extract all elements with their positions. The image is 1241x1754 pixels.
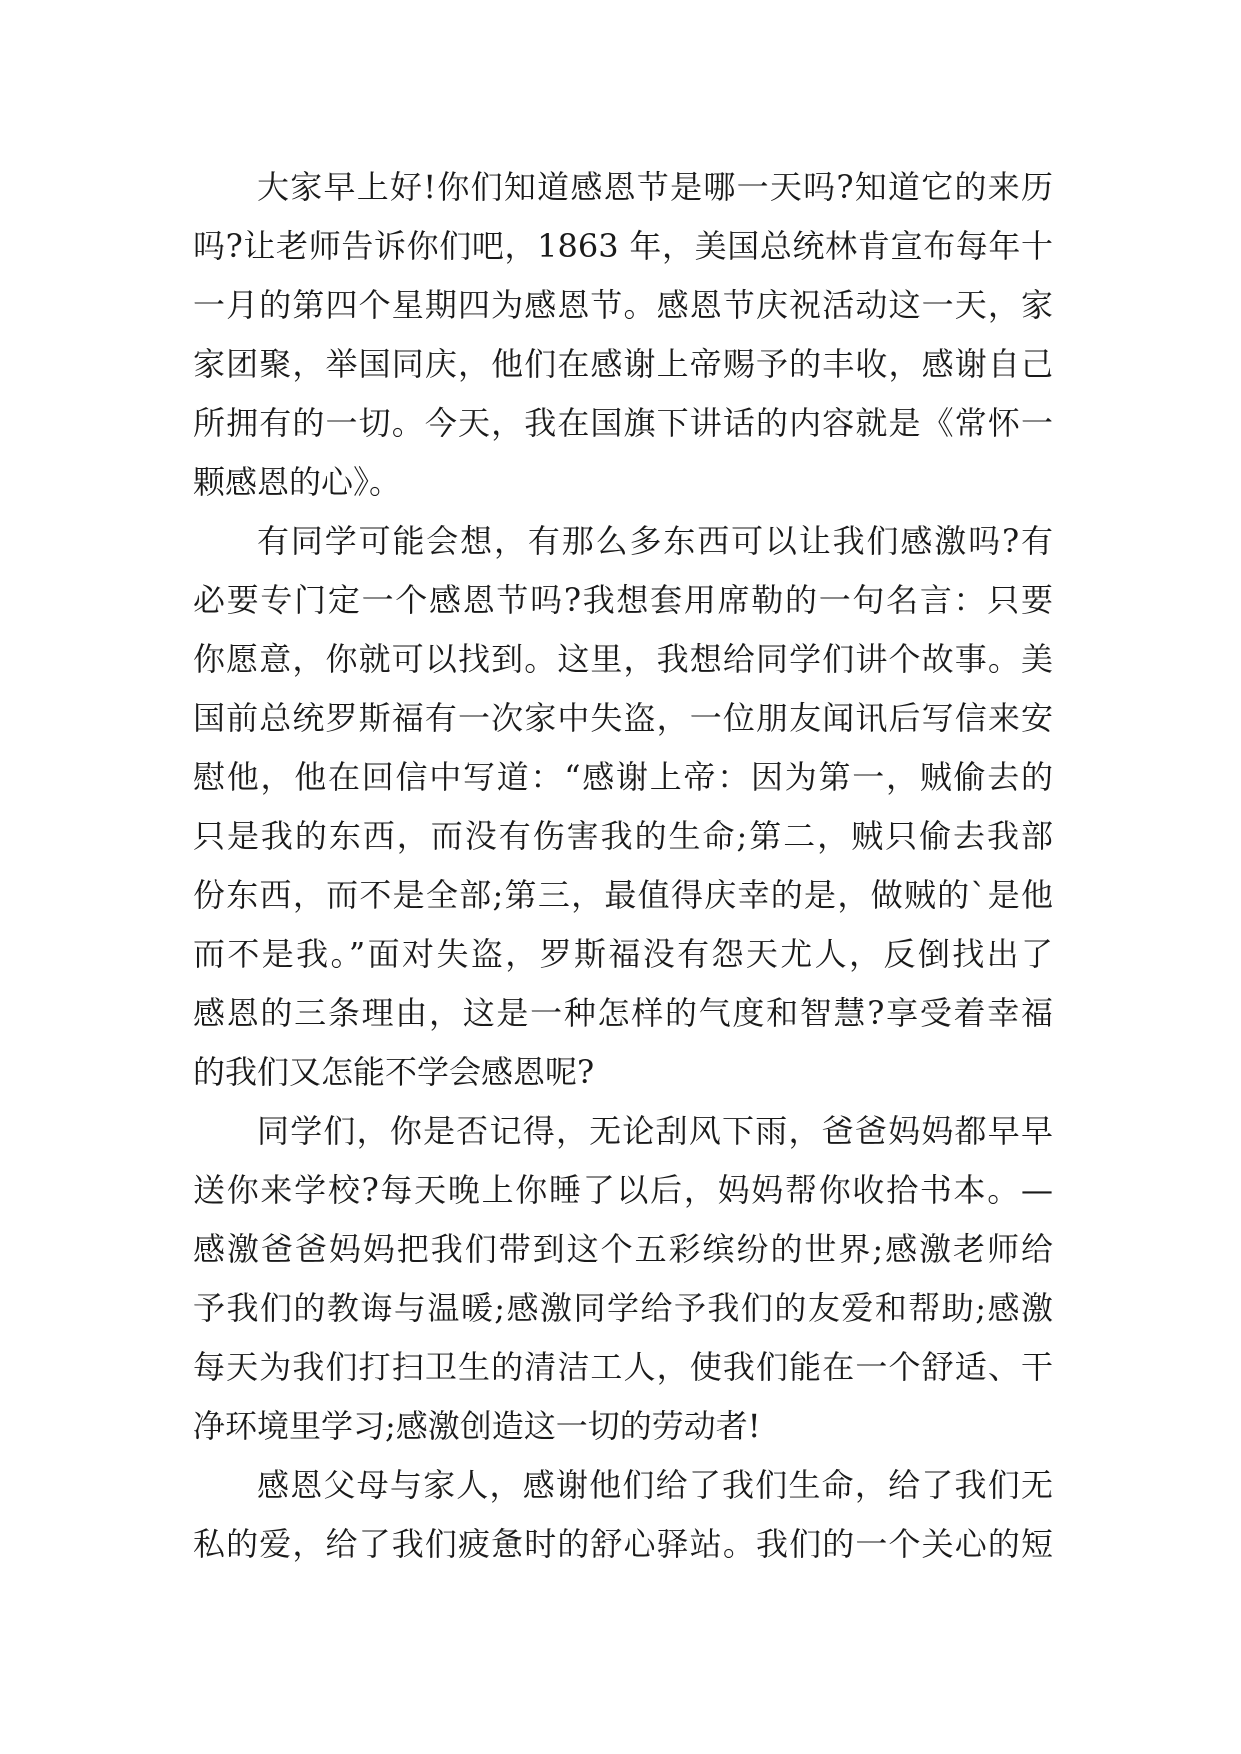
text-line: 一月的第四个星期四为感恩节。感恩节庆祝活动这一天，家 [193,286,1053,324]
text-line: 感激爸爸妈妈把我们带到这个五彩缤纷的世界;感激老师给 [193,1230,1053,1268]
text-line: 你愿意，你就可以找到。这里，我想给同学们讲个故事。美 [193,640,1053,678]
text-line: 只是我的东西，而没有伤害我的生命;第二，贼只偷去我部 [193,817,1053,855]
text-line: 所拥有的一切。今天，我在国旗下讲话的内容就是《常怀一 [193,404,1053,442]
text-line: 颗感恩的心》。 [193,463,402,501]
text-line: 送你来学校?每天晚上你睡了以后，妈妈帮你收拾书本。— [193,1171,1053,1209]
paragraph-3 [193,1102,1053,1456]
text-line: 大家早上好!你们知道感恩节是哪一天吗?知道它的来历 [257,168,1053,206]
paragraph-1 [193,158,1053,512]
text-line: 份东西，而不是全部;第三，最值得庆幸的是，做贼的`是他 [193,876,1053,914]
text-line: 感恩的三条理由，这是一种怎样的气度和智慧?享受着幸福 [193,994,1053,1032]
text-line: 必要专门定一个感恩节吗?我想套用席勒的一句名言：只要 [193,581,1053,619]
text-line: 予我们的教诲与温暖;感激同学给予我们的友爱和帮助;感激 [193,1289,1053,1327]
text-line: 有同学可能会想，有那么多东西可以让我们感激吗?有 [257,522,1053,560]
text-line: 感恩父母与家人，感谢他们给了我们生命，给了我们无 [257,1466,1053,1504]
document-body [193,158,1053,1574]
paragraph-2 [193,512,1053,1102]
text-line: 同学们，你是否记得，无论刮风下雨，爸爸妈妈都早早 [257,1112,1053,1150]
text-line: 而不是我。”面对失盗，罗斯福没有怨天尤人，反倒找出了 [193,935,1053,973]
text-line: 净环境里学习;感激创造这一切的劳动者! [193,1407,761,1445]
text-line: 每天为我们打扫卫生的清洁工人，使我们能在一个舒适、干 [193,1348,1053,1386]
text-line: 私的爱，给了我们疲惫时的舒心驿站。我们的一个关心的短 [193,1525,1053,1563]
text-line: 国前总统罗斯福有一次家中失盗，一位朋友闻讯后写信来安 [193,699,1053,737]
text-line: 的我们又怎能不学会感恩呢? [193,1053,595,1091]
text-line: 家团聚，举国同庆，他们在感谢上帝赐予的丰收，感谢自己 [193,345,1053,383]
paragraph-4 [193,1456,1053,1574]
text-line: 慰他，他在回信中写道：“感谢上帝：因为第一，贼偷去的 [193,758,1053,796]
text-line: 吗?让老师告诉你们吧，1863 年，美国总统林肯宣布每年十 [193,227,1053,265]
